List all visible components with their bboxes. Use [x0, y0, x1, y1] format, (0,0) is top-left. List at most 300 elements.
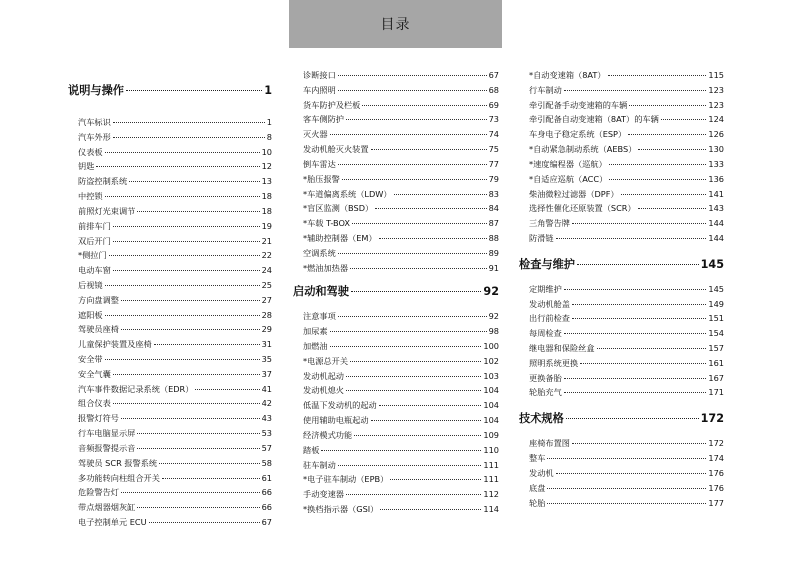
toc-entry[interactable]	[293, 112, 499, 127]
dot-leader	[121, 300, 260, 301]
toc-entry[interactable]	[68, 174, 272, 189]
page-number: 144	[708, 218, 724, 229]
page-number: 133	[708, 158, 724, 169]
page-number: 43	[261, 413, 272, 424]
entry-title: 选择性催化还原装置（SCR）	[529, 203, 636, 214]
entry-title: 儿童保护装置及座椅	[78, 339, 152, 350]
toc-entry[interactable]	[293, 502, 499, 517]
toc-spacer	[68, 101, 272, 115]
dot-leader	[330, 331, 487, 332]
toc-entry[interactable]	[519, 282, 724, 297]
dot-leader	[547, 458, 706, 459]
page-number: 42	[261, 398, 272, 409]
entry-title: 钥匙	[78, 161, 95, 172]
page-number: 172	[708, 438, 724, 449]
toc-entry[interactable]	[68, 456, 272, 471]
dot-leader	[129, 181, 259, 182]
dot-leader	[137, 448, 259, 449]
entry-title: *自动紧急制动系统（AEBS）	[529, 144, 637, 155]
toc-entry[interactable]	[68, 515, 272, 530]
toc-entry[interactable]	[68, 248, 272, 263]
entry-title: 轮胎	[529, 497, 546, 508]
toc-entry[interactable]	[519, 157, 724, 172]
entry-title: 牵引配备手动变速箱的车辆	[529, 99, 628, 110]
entry-title: 三角警告牌	[529, 218, 570, 229]
entry-title: 安全带	[78, 354, 103, 364]
toc-entry[interactable]	[519, 311, 724, 326]
entry-title: 驾驶员座椅	[78, 324, 119, 335]
toc-section-heading[interactable]	[519, 408, 724, 429]
section-title: 技术规格	[519, 412, 564, 426]
page-number: 144	[708, 232, 724, 243]
toc-entry[interactable]	[68, 189, 272, 204]
toc-entry[interactable]	[519, 356, 724, 371]
dot-leader	[564, 392, 707, 393]
toc-entry[interactable]	[68, 352, 272, 367]
toc-column-2	[293, 68, 499, 517]
toc-entry[interactable]	[293, 383, 499, 398]
toc-entry[interactable]	[519, 481, 724, 496]
toc-entry[interactable]	[68, 219, 272, 234]
entry-title: 危险警告灯	[78, 487, 119, 498]
entry-title: 发动机	[529, 467, 554, 478]
page-number: 24	[261, 265, 272, 276]
dot-leader	[572, 318, 706, 319]
page-number: 102	[483, 355, 499, 366]
toc-spacer	[519, 429, 724, 436]
entry-title: 空调系统	[303, 247, 336, 258]
entry-title: 车内照明	[303, 84, 336, 95]
toc-entry[interactable]	[293, 261, 499, 276]
dot-leader	[105, 285, 260, 286]
dot-leader	[113, 270, 260, 271]
dot-leader	[321, 450, 481, 451]
dot-leader	[105, 196, 260, 197]
toc-entry[interactable]	[293, 83, 499, 98]
entry-title: 加尿素	[303, 326, 328, 337]
dot-leader	[375, 208, 486, 209]
page-number: 111	[483, 474, 499, 485]
dot-leader	[149, 522, 260, 523]
toc-entry[interactable]	[519, 436, 724, 451]
toc-entry[interactable]	[519, 112, 724, 127]
entry-title: 货车防护及栏板	[303, 99, 361, 110]
entry-title: 定期维护	[529, 283, 562, 294]
page-number: 111	[483, 459, 499, 470]
dot-leader	[577, 264, 699, 265]
entry-title: 前排车门	[78, 220, 111, 231]
dot-leader	[96, 166, 259, 167]
entry-title: 整车	[529, 453, 546, 464]
toc-entry[interactable]	[519, 297, 724, 312]
page-number: 103	[483, 370, 499, 381]
page-number: 157	[708, 343, 724, 353]
dot-leader	[109, 255, 260, 256]
toc-entry[interactable]	[293, 187, 499, 202]
entry-title: 柴油微粒过滤器（DPF）	[529, 188, 619, 199]
toc-entry[interactable]	[519, 341, 724, 356]
dot-leader	[105, 359, 260, 360]
page-number: 28	[261, 309, 272, 320]
toc-entry[interactable]	[293, 458, 499, 473]
toc-entry[interactable]	[519, 496, 724, 511]
dot-leader	[609, 164, 707, 165]
dot-leader	[566, 418, 699, 419]
page-number: 53	[261, 428, 272, 439]
toc-entry[interactable]	[68, 263, 272, 278]
page-number: 31	[261, 339, 272, 350]
entry-title: *电源总开关	[303, 355, 349, 366]
entry-title: 报警灯符号	[78, 413, 119, 424]
entry-title: 倒车雷达	[303, 158, 336, 169]
page-number: 22	[261, 250, 272, 261]
toc-entry[interactable]	[293, 413, 499, 428]
entry-title: 中控锁	[78, 191, 103, 202]
page-number: 29	[261, 324, 272, 335]
dot-leader	[346, 376, 481, 377]
page-number: 13	[261, 176, 272, 187]
dot-leader	[113, 403, 260, 404]
dot-leader	[379, 238, 487, 239]
toc-entry[interactable]	[519, 371, 724, 386]
dot-leader	[661, 119, 707, 120]
entry-title: 电子控制单元 ECU	[78, 516, 147, 527]
entry-title: 组合仪表	[78, 398, 111, 409]
dot-leader	[338, 316, 487, 317]
page-number: 141	[708, 188, 724, 199]
page-number: 123	[708, 84, 724, 95]
entry-title: 发动机熄火	[303, 385, 344, 396]
page-number: 8	[266, 131, 272, 142]
dot-leader	[350, 361, 481, 362]
toc-entry[interactable]	[293, 487, 499, 502]
toc-entry[interactable]	[293, 472, 499, 487]
section-title: 说明与操作	[68, 84, 124, 97]
page-number: 92	[483, 285, 499, 299]
toc-entry[interactable]	[68, 411, 272, 426]
dot-leader	[638, 208, 707, 209]
dot-leader	[121, 329, 260, 330]
page-number: 10	[261, 146, 272, 157]
entry-title: 发动机舱盖	[529, 298, 570, 309]
entry-title: 安全气囊	[78, 368, 111, 379]
dot-leader	[352, 223, 487, 224]
dot-leader	[195, 389, 259, 390]
entry-title: 使用辅助电瓶起动	[303, 415, 369, 426]
page-number: 123	[708, 99, 724, 110]
dot-leader	[608, 75, 707, 76]
toc-entry[interactable]	[293, 231, 499, 246]
page-number: 1	[264, 84, 272, 97]
toc-entry[interactable]	[293, 398, 499, 413]
entry-title: 防盗控制系统	[78, 176, 128, 187]
dot-leader	[330, 134, 487, 135]
page-number: 66	[261, 487, 272, 498]
dot-leader	[580, 363, 706, 364]
dot-leader	[394, 194, 487, 195]
page-title: 目录	[380, 17, 411, 33]
entry-title: 多功能转向柱组合开关	[78, 472, 160, 483]
dot-leader	[621, 194, 707, 195]
entry-title: 灭火器	[303, 129, 328, 140]
toc-entry[interactable]	[68, 337, 272, 352]
dot-leader	[338, 164, 487, 165]
entry-title: 每周检查	[529, 328, 562, 339]
section-title: 启动和驾驶	[293, 285, 349, 299]
page-number: 145	[708, 283, 724, 294]
entry-title: 驾驶员 SCR 报警系统	[78, 457, 158, 468]
dot-leader	[390, 479, 481, 480]
toc-entry[interactable]	[68, 426, 272, 441]
entry-title: 注意事项	[303, 311, 336, 322]
entry-title: *辅助控制器（EM）	[303, 232, 377, 243]
toc-entry[interactable]	[293, 428, 499, 443]
page-number: 91	[488, 262, 499, 273]
dot-leader	[338, 75, 487, 76]
toc-entry[interactable]	[519, 127, 724, 142]
dot-leader	[547, 488, 706, 489]
toc-section-heading[interactable]	[519, 254, 724, 275]
toc-entry[interactable]	[68, 159, 272, 174]
page-number: 177	[708, 497, 724, 508]
page-number: 18	[261, 205, 272, 216]
page-number: 104	[483, 400, 499, 411]
dot-leader	[564, 333, 707, 334]
toc-entry[interactable]	[68, 308, 272, 323]
page-header-tab	[289, 0, 502, 48]
toc-section-heading[interactable]	[68, 80, 272, 101]
page-number: 87	[488, 218, 499, 229]
toc-entry[interactable]	[68, 278, 272, 293]
toc-entry[interactable]	[519, 326, 724, 341]
page-number: 124	[708, 114, 724, 125]
toc-entry[interactable]	[293, 201, 499, 216]
entry-title: 手动变速器	[303, 489, 344, 500]
page-number: 109	[483, 429, 499, 440]
page-number: 110	[483, 444, 499, 455]
page-number: 79	[488, 173, 499, 184]
toc-entry[interactable]	[293, 68, 499, 83]
toc-column-1	[68, 80, 272, 530]
entry-title: 行车电脑显示屏	[78, 428, 136, 439]
toc-spacer	[519, 246, 724, 254]
toc-entry[interactable]	[293, 216, 499, 231]
entry-title: 汽车外形	[78, 131, 111, 142]
entry-title: 驻车制动	[303, 459, 336, 470]
toc-entry[interactable]	[68, 204, 272, 219]
toc-entry[interactable]	[293, 172, 499, 187]
toc-entry[interactable]	[293, 142, 499, 157]
page-number: 130	[708, 144, 724, 155]
dot-leader	[346, 390, 481, 391]
toc-entry[interactable]	[519, 216, 724, 231]
page-number: 172	[700, 412, 724, 426]
entry-title: 照明系统更换	[529, 357, 579, 368]
dot-leader	[121, 418, 260, 419]
dot-leader	[379, 405, 482, 406]
toc-entry[interactable]	[519, 98, 724, 113]
page-number: 92	[488, 311, 499, 322]
dot-leader	[572, 223, 706, 224]
page-number: 41	[261, 383, 272, 394]
page-number: 104	[483, 415, 499, 426]
toc-entry[interactable]	[68, 382, 272, 397]
dot-leader	[380, 509, 481, 510]
entry-title: 底盘	[529, 482, 546, 493]
entry-title: 牵引配备自动变速箱（8AT）的车辆	[529, 114, 659, 125]
toc-entry[interactable]	[68, 293, 272, 308]
page-number: 18	[261, 191, 272, 202]
entry-title: *胎压报警	[303, 173, 340, 184]
entry-title: 汽车标识	[78, 117, 111, 127]
dot-leader	[113, 226, 260, 227]
page-number: 126	[708, 129, 724, 140]
toc-entry[interactable]	[519, 451, 724, 466]
toc-entry[interactable]	[293, 339, 499, 354]
page-number: 27	[261, 294, 272, 305]
page-number: 25	[261, 279, 272, 290]
dot-leader	[330, 346, 482, 347]
toc-entry[interactable]	[68, 115, 272, 130]
toc-entry[interactable]	[68, 367, 272, 382]
toc-entry[interactable]	[68, 396, 272, 411]
dot-leader	[556, 238, 707, 239]
toc-entry[interactable]	[68, 485, 272, 500]
entry-title: 行车制动	[529, 84, 562, 95]
page-number: 104	[483, 385, 499, 396]
dot-leader	[609, 179, 706, 180]
page-number: 151	[708, 313, 724, 324]
page-number: 12	[261, 161, 272, 172]
toc-entry[interactable]	[293, 369, 499, 384]
toc-entry[interactable]	[68, 145, 272, 160]
dot-leader	[371, 420, 482, 421]
dot-leader	[597, 348, 707, 349]
page-number: 37	[261, 368, 272, 379]
page-number: 66	[261, 502, 272, 513]
page-number: 75	[488, 144, 499, 155]
page-number: 67	[261, 516, 272, 527]
entry-title: *速度编程器（巡航）	[529, 158, 607, 169]
toc-spacer	[519, 275, 724, 282]
dot-leader	[628, 134, 706, 135]
page-number: 74	[488, 129, 499, 140]
dot-leader	[371, 149, 487, 150]
entry-title: 双后开门	[78, 235, 111, 246]
toc-spacer	[519, 400, 724, 408]
entry-title: 车身电子稳定系统（ESP）	[529, 129, 627, 140]
page-number: 174	[708, 453, 724, 464]
page-number: 89	[488, 247, 499, 258]
entry-title: 踏板	[303, 444, 320, 455]
page-number: 73	[488, 114, 499, 125]
dot-leader	[564, 90, 707, 91]
page-number: 83	[488, 188, 499, 199]
toc-entry[interactable]	[68, 130, 272, 145]
dot-leader	[572, 443, 706, 444]
entry-title: *盲区监测（BSD）	[303, 203, 374, 214]
dot-leader	[121, 492, 260, 493]
entry-title: *车载 T-BOX	[303, 218, 350, 229]
dot-leader	[346, 119, 487, 120]
dot-leader	[113, 241, 260, 242]
toc-entry[interactable]	[293, 98, 499, 113]
dot-leader	[113, 122, 265, 123]
toc-entry[interactable]	[519, 385, 724, 400]
entry-title: *自适应巡航（ACC）	[529, 173, 608, 184]
dot-leader	[105, 315, 260, 316]
toc-entry[interactable]	[68, 500, 272, 515]
dot-leader	[564, 378, 707, 379]
toc-entry[interactable]	[519, 142, 724, 157]
dot-leader	[162, 478, 260, 479]
dot-leader	[629, 105, 706, 106]
page-number: 176	[708, 482, 724, 493]
entry-title: 客车侧防护	[303, 114, 344, 125]
page-number: 61	[261, 472, 272, 483]
entry-title: *换档指示器（GSI）	[303, 503, 379, 514]
toc-spacer	[293, 302, 499, 309]
toc-entry[interactable]	[68, 322, 272, 337]
toc-entry[interactable]	[68, 234, 272, 249]
toc-entry[interactable]	[519, 466, 724, 481]
entry-title: 仪表板	[78, 146, 103, 157]
toc-entry[interactable]	[519, 68, 724, 83]
page-number: 57	[261, 442, 272, 453]
page-number: 154	[708, 328, 724, 339]
dot-leader	[126, 90, 262, 91]
page-number: 84	[488, 203, 499, 214]
toc-entry[interactable]	[519, 201, 724, 216]
toc-entry[interactable]	[293, 127, 499, 142]
entry-title: *车道偏离系统（LDW）	[303, 188, 392, 199]
toc-entry[interactable]	[68, 441, 272, 456]
page-number: 21	[261, 235, 272, 246]
toc-entry[interactable]	[293, 246, 499, 261]
entry-title: 防滑链	[529, 232, 554, 243]
page-number: 1	[266, 117, 272, 127]
entry-title: 汽车事件数据记录系统（EDR）	[78, 383, 194, 394]
dot-leader	[350, 268, 487, 269]
entry-title: 发动机舱灭火装置	[303, 144, 369, 155]
toc-entry[interactable]	[293, 309, 499, 324]
toc-entry[interactable]	[519, 231, 724, 246]
toc-entry[interactable]	[293, 354, 499, 369]
toc-entry[interactable]	[519, 83, 724, 98]
toc-section-heading[interactable]	[293, 281, 499, 302]
toc-entry[interactable]	[293, 157, 499, 172]
page-number: 67	[488, 70, 499, 80]
page-number: 68	[488, 84, 499, 95]
entry-title: 诊断接口	[303, 70, 336, 80]
toc-entry[interactable]	[519, 187, 724, 202]
dot-leader	[547, 503, 706, 504]
dot-leader	[105, 152, 260, 153]
toc-entry[interactable]	[68, 471, 272, 486]
page-number: 88	[488, 232, 499, 243]
page-number: 143	[708, 203, 724, 214]
toc-entry[interactable]	[293, 324, 499, 339]
entry-title: *电子驻车制动（EPB）	[303, 474, 389, 485]
toc-entry[interactable]	[293, 443, 499, 458]
dot-leader	[338, 90, 487, 91]
page-number: 145	[700, 257, 724, 271]
toc-entry[interactable]	[519, 172, 724, 187]
dot-leader	[572, 304, 706, 305]
dot-leader	[338, 253, 487, 254]
dot-leader	[342, 179, 487, 180]
page-number: 136	[708, 173, 724, 184]
